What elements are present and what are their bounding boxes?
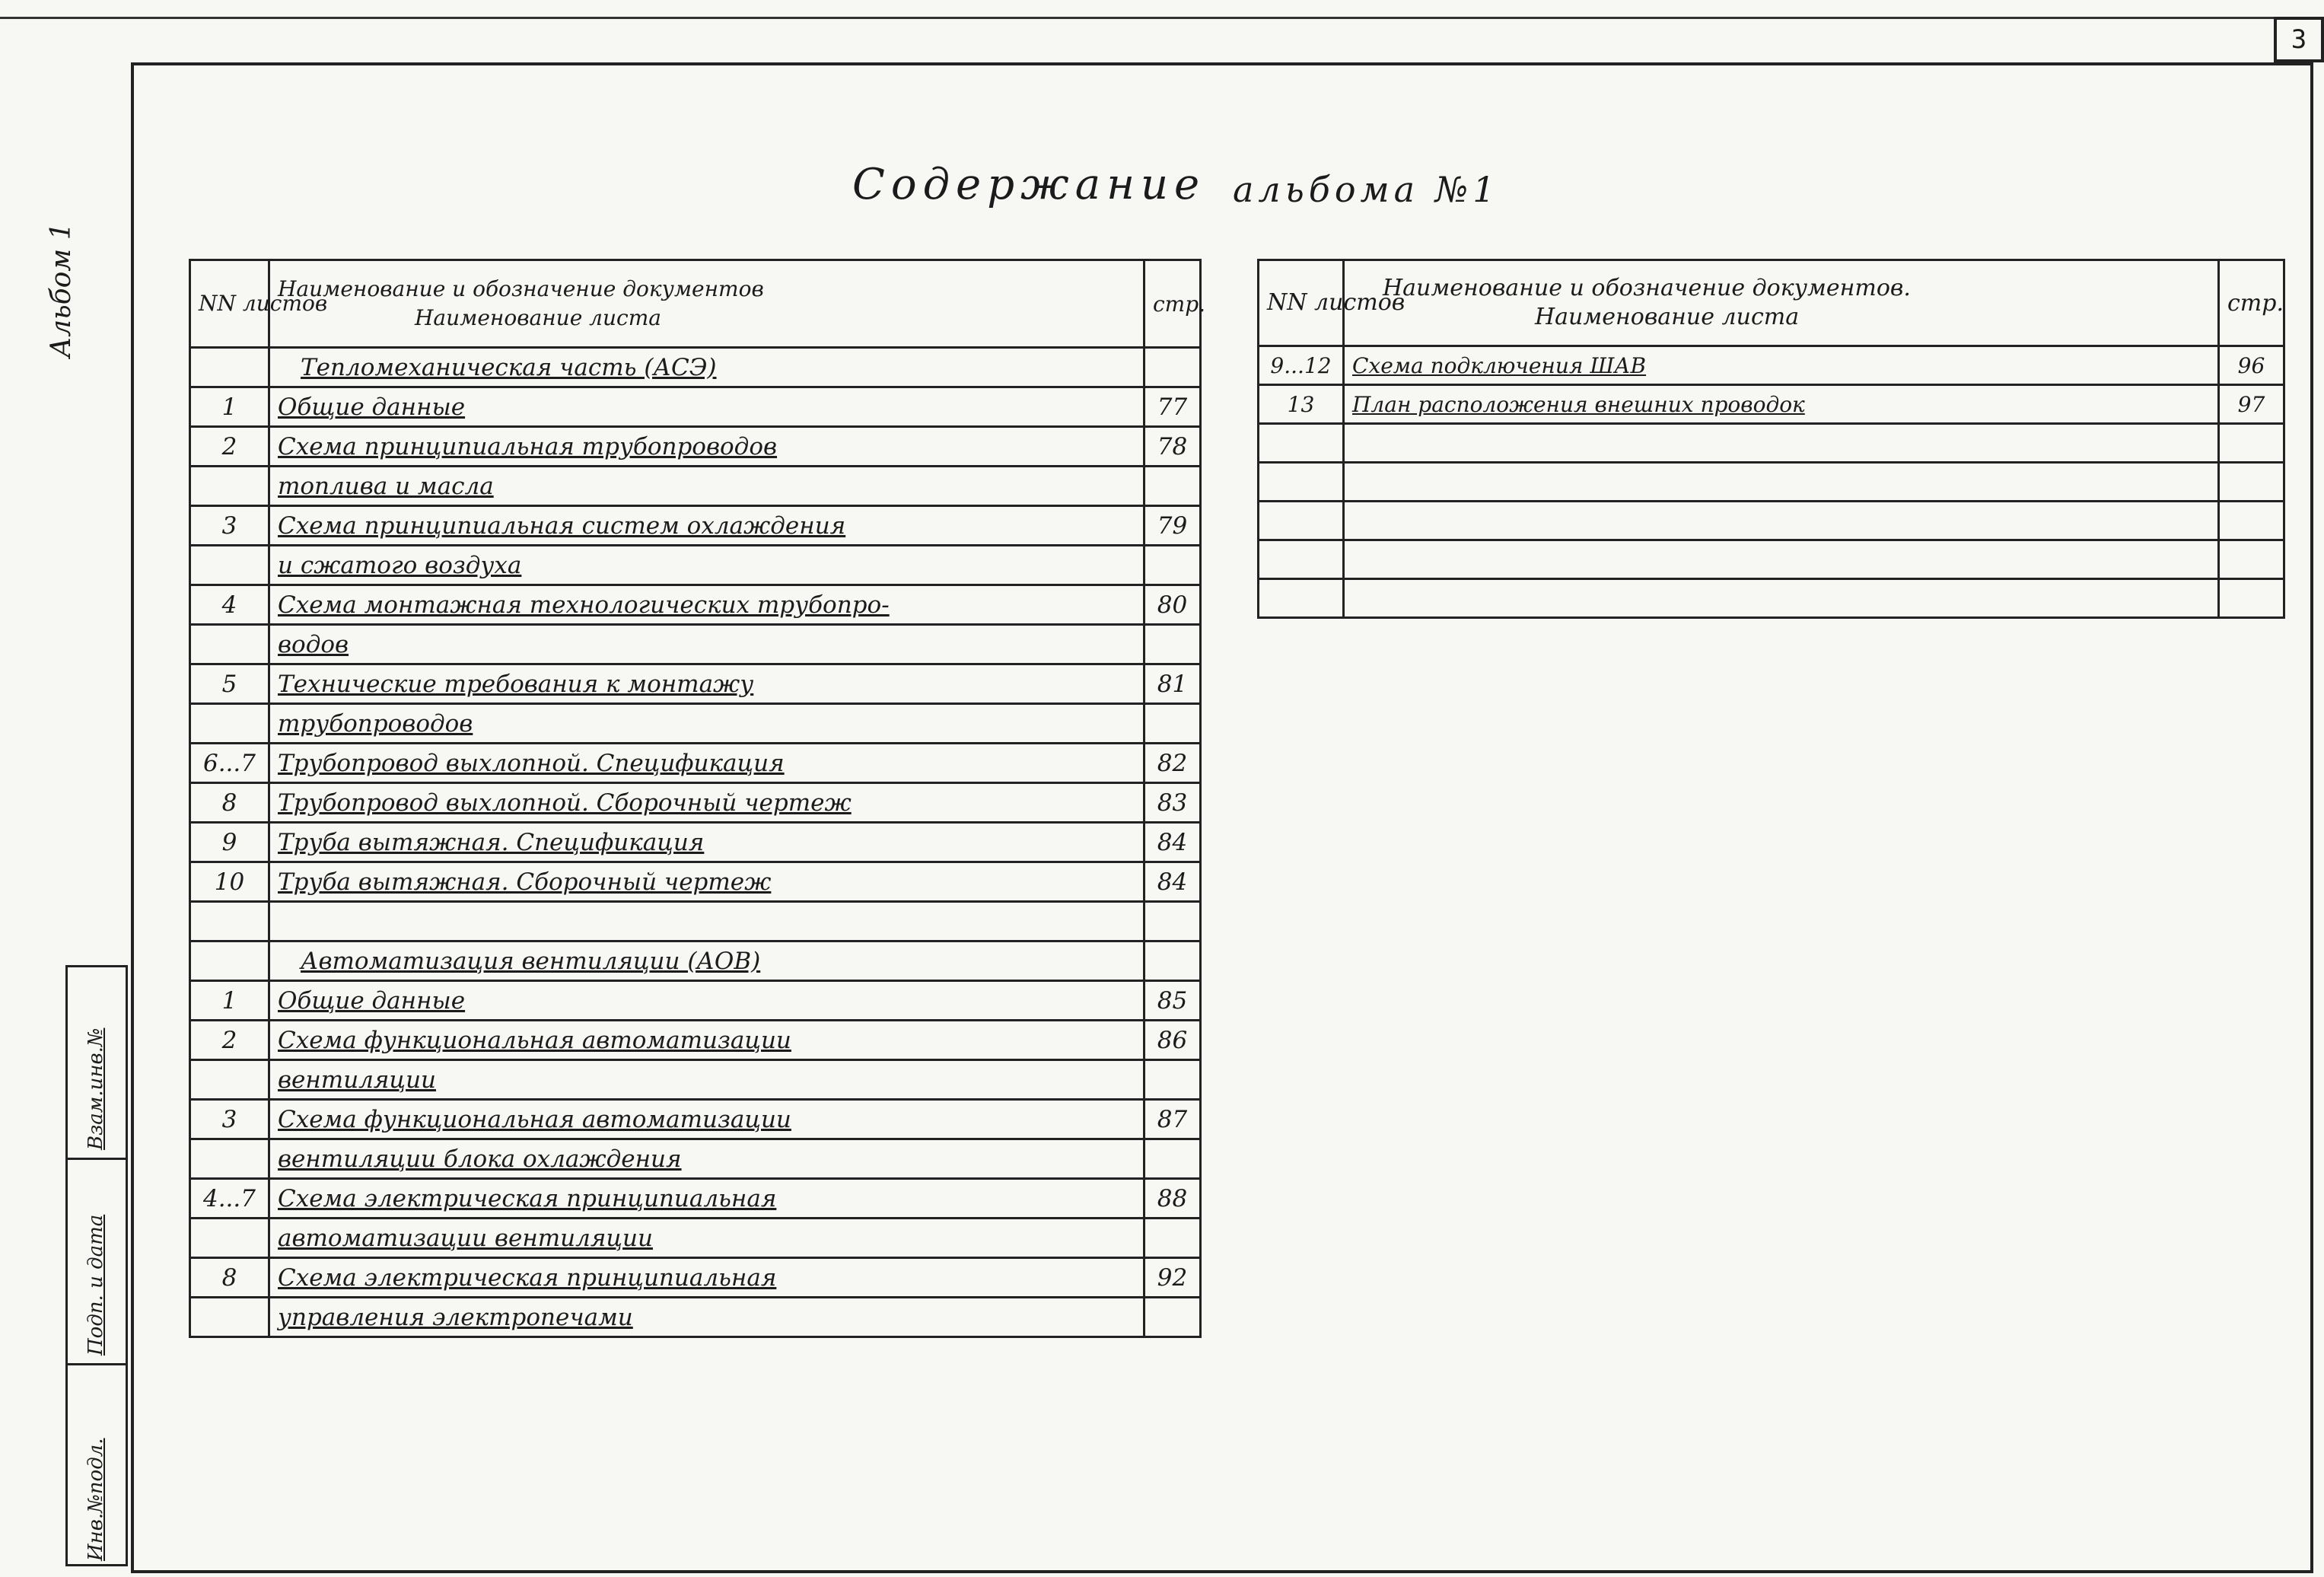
row-page: 77 — [1144, 387, 1201, 427]
header-name-line2: Наименование листа — [415, 305, 661, 330]
row-page — [2219, 502, 2284, 540]
row-sheet-number — [190, 348, 269, 387]
table-row — [190, 1021, 1201, 1060]
table-row — [1259, 385, 2284, 424]
row-page: 85 — [1144, 981, 1201, 1021]
header-page: стр. — [2219, 260, 2284, 346]
table-row — [190, 1139, 1201, 1179]
row-page — [1144, 546, 1201, 585]
row-sheet-number: 10 — [190, 862, 269, 902]
row-page: 79 — [1144, 506, 1201, 546]
row-sheet-number — [190, 1219, 269, 1258]
row-sheet-number — [190, 1139, 269, 1179]
title-block-stamp — [65, 965, 128, 1566]
stamp-inv-no: Инв.№подл. — [84, 1438, 107, 1561]
row-sheet-number: 8 — [190, 1258, 269, 1298]
table-row — [1259, 346, 2284, 385]
row-sheet-number: 2 — [190, 427, 269, 467]
row-document-name: Схема электрическая принципиальная — [269, 1258, 1144, 1298]
row-document-name — [1344, 502, 2219, 540]
table-row — [190, 467, 1201, 506]
row-sheet-number — [1259, 579, 1344, 618]
row-document-name: и сжатого воздуха — [269, 546, 1144, 585]
row-document-name: Схема функциональная автоматизации — [269, 1100, 1144, 1139]
row-sheet-number: 3 — [190, 1100, 269, 1139]
stamp-divider — [68, 1158, 126, 1160]
row-document-name: Схема принципиальная трубопроводов — [269, 427, 1144, 467]
row-document-name — [1344, 579, 2219, 618]
row-page — [1144, 1219, 1201, 1258]
row-page — [1144, 941, 1201, 981]
table-row — [190, 862, 1201, 902]
table-row — [190, 427, 1201, 467]
row-document-name: вентиляции — [269, 1060, 1144, 1100]
row-document-name: топлива и масла — [269, 467, 1144, 506]
table-row — [190, 941, 1201, 981]
row-page — [2219, 579, 2284, 618]
header-sheet-number: NN листов — [1259, 260, 1344, 346]
row-page: 84 — [1144, 862, 1201, 902]
row-page — [1144, 902, 1201, 941]
row-document-name: Труба вытяжная. Сборочный чертеж — [269, 862, 1144, 902]
contents-table-left — [189, 259, 1206, 1338]
table-row — [190, 823, 1201, 862]
table-row — [190, 1219, 1201, 1258]
page-title: Содержание — [852, 160, 1206, 209]
top-border-line — [0, 17, 2324, 19]
page-subtitle: альбома №1 — [1233, 169, 1500, 210]
table-row — [190, 625, 1201, 664]
row-document-name: План расположения внешних проводок — [1344, 385, 2219, 424]
header-page: стр. — [1144, 260, 1201, 348]
table-header-row — [190, 260, 1201, 348]
row-page — [1144, 625, 1201, 664]
row-sheet-number — [190, 1060, 269, 1100]
row-sheet-number: 6...7 — [190, 744, 269, 783]
row-document-name: Схема подключения ШАВ — [1344, 346, 2219, 385]
stamp-divider — [68, 1363, 126, 1365]
row-sheet-number: 5 — [190, 664, 269, 704]
row-page: 83 — [1144, 783, 1201, 823]
table-row — [190, 902, 1201, 941]
header-sheet-number: NN листов — [190, 260, 269, 348]
row-document-name: Схема монтажная технологических трубопро- — [269, 585, 1144, 625]
row-page: 88 — [1144, 1179, 1201, 1219]
table-header-row — [1259, 260, 2284, 346]
row-sheet-number: 4 — [190, 585, 269, 625]
row-sheet-number: 2 — [190, 1021, 269, 1060]
header-name-line1: Наименование и обозначение документов — [278, 276, 764, 301]
row-sheet-number — [190, 546, 269, 585]
row-document-name: Схема функциональная автоматизации — [269, 1021, 1144, 1060]
row-sheet-number — [1259, 502, 1344, 540]
row-page — [1144, 1298, 1201, 1337]
row-sheet-number: 3 — [190, 506, 269, 546]
row-sheet-number: 13 — [1259, 385, 1344, 424]
row-page: 82 — [1144, 744, 1201, 783]
table-row — [190, 1298, 1201, 1337]
row-document-name: трубопроводов — [269, 704, 1144, 744]
header-document-name — [269, 260, 1144, 348]
table-row — [190, 783, 1201, 823]
row-document-name: Трубопровод выхлопной. Сборочный чертеж — [269, 783, 1144, 823]
stamp-sign-date: Подп. и дата — [84, 1214, 107, 1356]
row-document-name — [1344, 463, 2219, 502]
table-row — [190, 585, 1201, 625]
row-document-name: Схема принципиальная систем охлаждения — [269, 506, 1144, 546]
row-page — [1144, 1139, 1201, 1179]
table-row — [190, 1258, 1201, 1298]
row-page: 97 — [2219, 385, 2284, 424]
header-document-name — [1344, 260, 2219, 346]
row-page: 80 — [1144, 585, 1201, 625]
row-sheet-number — [1259, 540, 1344, 579]
table-row — [1259, 463, 2284, 502]
row-sheet-number: 9...12 — [1259, 346, 1344, 385]
row-page — [1144, 704, 1201, 744]
table-row — [190, 348, 1201, 387]
row-sheet-number — [1259, 424, 1344, 463]
row-document-name: Общие данные — [269, 387, 1144, 427]
row-sheet-number — [190, 467, 269, 506]
row-sheet-number — [1259, 463, 1344, 502]
row-sheet-number — [190, 704, 269, 744]
row-document-name: Схема электрическая принципиальная — [269, 1179, 1144, 1219]
row-page — [2219, 540, 2284, 579]
row-document-name: водов — [269, 625, 1144, 664]
row-page — [2219, 463, 2284, 502]
table-row — [1259, 424, 2284, 463]
stamp-replaces: Взам.инв.№ — [84, 1027, 107, 1150]
header-name-line2: Наименование листа — [1535, 304, 1800, 330]
table-row — [190, 704, 1201, 744]
page-number: 3 — [2274, 17, 2324, 62]
row-page: 92 — [1144, 1258, 1201, 1298]
row-sheet-number — [190, 902, 269, 941]
row-document-name: Технические требования к монтажу — [269, 664, 1144, 704]
table-row — [190, 664, 1201, 704]
row-document-name: Труба вытяжная. Спецификация — [269, 823, 1144, 862]
table-row — [190, 981, 1201, 1021]
section-heading: Автоматизация вентиляции (АОВ) — [269, 941, 1144, 981]
row-sheet-number: 8 — [190, 783, 269, 823]
row-document-name — [1344, 424, 2219, 463]
row-sheet-number — [190, 1298, 269, 1337]
table-row — [190, 744, 1201, 783]
row-sheet-number: 9 — [190, 823, 269, 862]
header-name-line1: Наименование и обозначение документов. — [1383, 275, 1911, 301]
row-document-name: Общие данные — [269, 981, 1144, 1021]
row-sheet-number — [190, 625, 269, 664]
table-row — [190, 1100, 1201, 1139]
row-page: 96 — [2219, 346, 2284, 385]
table-row — [190, 506, 1201, 546]
row-page — [1144, 348, 1201, 387]
contents-table-right — [1257, 259, 2285, 619]
row-page: 86 — [1144, 1021, 1201, 1060]
row-sheet-number: 1 — [190, 981, 269, 1021]
row-document-name: вентиляции блока охлаждения — [269, 1139, 1144, 1179]
row-sheet-number: 1 — [190, 387, 269, 427]
row-page — [1144, 1060, 1201, 1100]
table-row — [190, 546, 1201, 585]
row-page — [2219, 424, 2284, 463]
table-row — [190, 387, 1201, 427]
row-sheet-number — [190, 941, 269, 981]
table-row — [1259, 540, 2284, 579]
row-page: 78 — [1144, 427, 1201, 467]
album-side-label: Альбом 1 — [46, 222, 77, 358]
table-row — [190, 1179, 1201, 1219]
row-document-name: управления электропечами — [269, 1298, 1144, 1337]
row-page: 84 — [1144, 823, 1201, 862]
row-document-name — [269, 902, 1144, 941]
row-page: 81 — [1144, 664, 1201, 704]
row-document-name: автоматизации вентиляции — [269, 1219, 1144, 1258]
row-page — [1144, 467, 1201, 506]
section-heading: Тепломеханическая часть (АСЭ) — [269, 348, 1144, 387]
table-row — [1259, 579, 2284, 618]
table-row — [1259, 502, 2284, 540]
row-document-name — [1344, 540, 2219, 579]
row-page: 87 — [1144, 1100, 1201, 1139]
row-sheet-number: 4...7 — [190, 1179, 269, 1219]
row-document-name: Трубопровод выхлопной. Спецификация — [269, 744, 1144, 783]
table-row — [190, 1060, 1201, 1100]
